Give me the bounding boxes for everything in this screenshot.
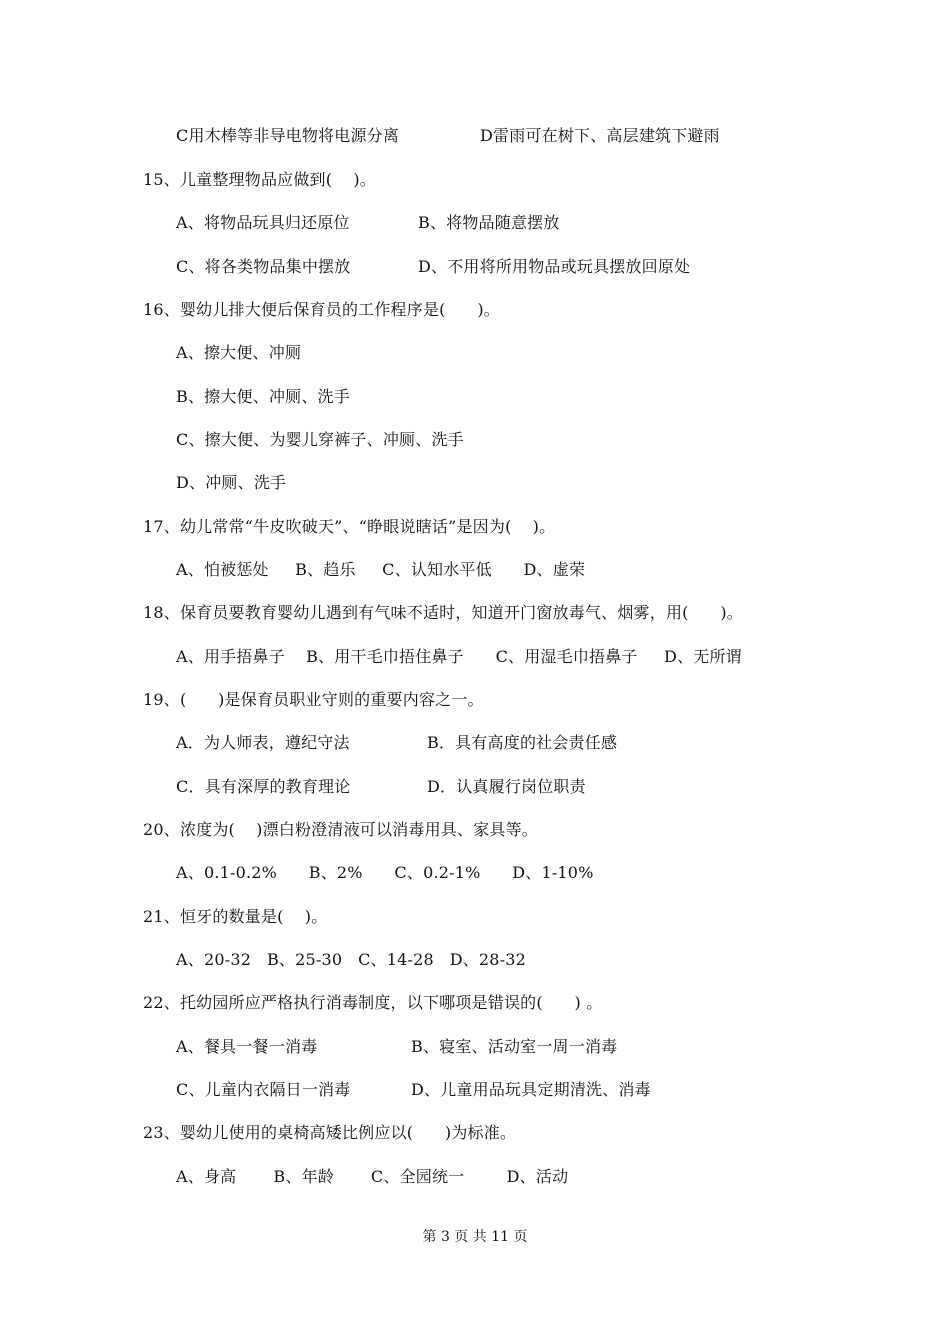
question-18: 18、保育员要教育婴幼儿遇到有气味不适时，知道开门窗放毒气、烟雾，用( )。 (143, 603, 743, 622)
question-17: 17、幼儿常常“牛皮吹破天”、“睁眼说瞎话”是因为( )。 (143, 517, 556, 536)
q17-options: A、怕被惩处 B、趋乐 C、认知水平低 D、虚荣 (176, 560, 586, 579)
q22-option-b: B、寝室、活动室一周一消毒 (411, 1037, 618, 1056)
q15-option-d: D、不用将所用物品或玩具摆放回原处 (418, 257, 691, 276)
question-21: 21、恒牙的数量是( )。 (143, 907, 328, 926)
question-23: 23、婴幼儿使用的桌椅高矮比例应以( )为标准。 (143, 1123, 517, 1142)
question-19: 19、( )是保育员职业守则的重要内容之一。 (143, 690, 484, 709)
q18-options: A、用手捂鼻子 B、用干毛巾捂住鼻子 C、用湿毛巾捂鼻子 D、无所谓 (176, 647, 742, 666)
q16-option-a: A、擦大便、冲厕 (176, 343, 302, 362)
question-16: 16、婴幼儿排大便后保育员的工作程序是( )。 (143, 300, 500, 319)
q15-option-c: C、将各类物品集中摆放 (176, 257, 351, 276)
q19-option-b: B．具有高度的社会责任感 (427, 733, 618, 752)
q15-option-a: A、将物品玩具归还原位 (176, 213, 350, 232)
question-20: 20、浓度为( )漂白粉澄清液可以消毒用具、家具等。 (143, 820, 538, 839)
q16-option-b: B、擦大便、冲厕、洗手 (176, 387, 350, 406)
q15-option-b: B、将物品随意摆放 (418, 213, 560, 232)
q14-option-d: D雷雨可在树下、高层建筑下避雨 (480, 126, 720, 145)
page-footer: 第 3 页 共 11 页 (422, 1229, 528, 1245)
q22-option-c: C、儿童内衣隔日一消毒 (176, 1080, 351, 1099)
q19-option-a: A．为人师表，遵纪守法 (176, 733, 350, 752)
q16-option-c: C、擦大便、为婴儿穿裤子、冲厕、洗手 (176, 430, 464, 449)
q20-options: A、0.1-0.2% B、2% C、0.2-1% D、1-10% (176, 863, 594, 882)
q14-option-c: C用木棒等非导电物将电源分离 (176, 126, 400, 145)
q16-option-d: D、冲厕、洗手 (176, 473, 287, 492)
question-22: 22、托幼园所应严格执行消毒制度，以下哪项是错误的( ) 。 (143, 993, 603, 1012)
q23-options: A、身高 B、年龄 C、全园统一 D、活动 (176, 1167, 569, 1186)
q22-option-a: A、餐具一餐一消毒 (176, 1037, 318, 1056)
q19-option-d: D．认真履行岗位职责 (427, 777, 586, 796)
q19-option-c: C．具有深厚的教育理论 (176, 777, 351, 796)
question-15: 15、儿童整理物品应做到( )。 (143, 170, 376, 189)
q22-option-d: D、儿童用品玩具定期清洗、消毒 (411, 1080, 651, 1099)
q21-options: A、20-32 B、25-30 C、14-28 D、28-32 (176, 950, 527, 969)
